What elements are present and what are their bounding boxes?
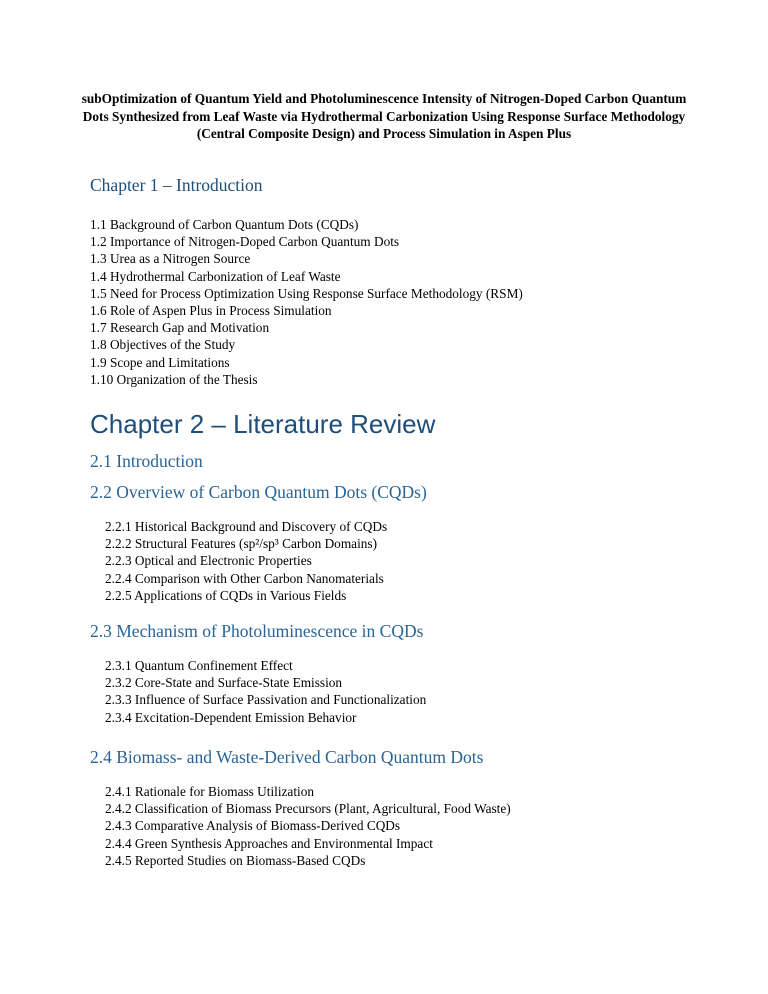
- list-item: 1.9 Scope and Limitations: [90, 354, 230, 370]
- list-item: 1.6 Role of Aspen Plus in Process Simulation: [90, 303, 332, 319]
- list-item: 2.4.3 Comparative Analysis of Biomass-Derived CQDs: [105, 818, 401, 834]
- document-title: subOptimization of Quantum Yield and Photoluminescence Intensity of Nitrogen-Doped Carbon Quantum Dots Synthesized from Leaf Waste via Hydrothermal Carbonization Using Response Surface Methodology (Central Composite Design) and Process Simulation in Aspen Plus: [81, 91, 687, 142]
- list-item: 1.8 Objectives of the Study: [90, 337, 236, 353]
- section-2-3-list: [105, 657, 426, 726]
- list-item: 2.2.5 Applications of CQDs in Various Fields: [105, 587, 347, 603]
- list-item: 1.2 Importance of Nitrogen-Doped Carbon Quantum Dots: [90, 234, 400, 250]
- list-item: 1.5 Need for Process Optimization Using Response Surface Methodology (RSM): [90, 285, 523, 301]
- section-2-3-heading: 2.3 Mechanism of Photoluminescence in CQDs: [90, 621, 424, 641]
- list-item: 2.3.3 Influence of Surface Passivation and Functionalization: [105, 692, 427, 708]
- section-2-4-list: [105, 783, 511, 869]
- chapter-1-heading: Chapter 1 – Introduction: [90, 175, 263, 195]
- section-2-2-heading: 2.2 Overview of Carbon Quantum Dots (CQDs): [90, 482, 427, 502]
- list-item: 2.3.1 Quantum Confinement Effect: [105, 658, 293, 673]
- list-item: 1.1 Background of Carbon Quantum Dots (CQDs): [90, 217, 359, 232]
- section-2-4-heading: 2.4 Biomass- and Waste-Derived Carbon Quantum Dots: [90, 747, 484, 767]
- list-item: 2.4.4 Green Synthesis Approaches and Environmental Impact: [105, 835, 433, 851]
- list-item: 2.2.4 Comparison with Other Carbon Nanomaterials: [105, 570, 384, 586]
- list-item: 2.4.1 Rationale for Biomass Utilization: [105, 784, 315, 799]
- list-item: 2.3.4 Excitation-Dependent Emission Behavior: [105, 709, 357, 725]
- chapter-1-list: [90, 216, 523, 388]
- chapter-2-heading: Chapter 2 – Literature Review: [90, 409, 436, 439]
- list-item: 1.7 Research Gap and Motivation: [90, 320, 270, 336]
- list-item: 2.4.2 Classification of Biomass Precursors (Plant, Agricultural, Food Waste): [105, 801, 511, 817]
- list-item: 1.10 Organization of the Thesis: [90, 371, 258, 387]
- list-item: 1.4 Hydrothermal Carbonization of Leaf Waste: [90, 268, 341, 284]
- list-item: 2.2.3 Optical and Electronic Properties: [105, 553, 312, 569]
- list-item: 2.2.1 Historical Background and Discovery of CQDs: [105, 519, 388, 534]
- list-item: 1.3 Urea as a Nitrogen Source: [90, 251, 251, 267]
- section-2-2-list: [105, 518, 387, 604]
- list-item: 2.2.2 Structural Features (sp²/sp³ Carbon Domains): [105, 536, 378, 552]
- list-item: 2.3.2 Core-State and Surface-State Emission: [105, 675, 343, 691]
- section-2-1-heading: 2.1 Introduction: [90, 451, 203, 471]
- list-item: 2.4.5 Reported Studies on Biomass-Based CQDs: [105, 852, 366, 868]
